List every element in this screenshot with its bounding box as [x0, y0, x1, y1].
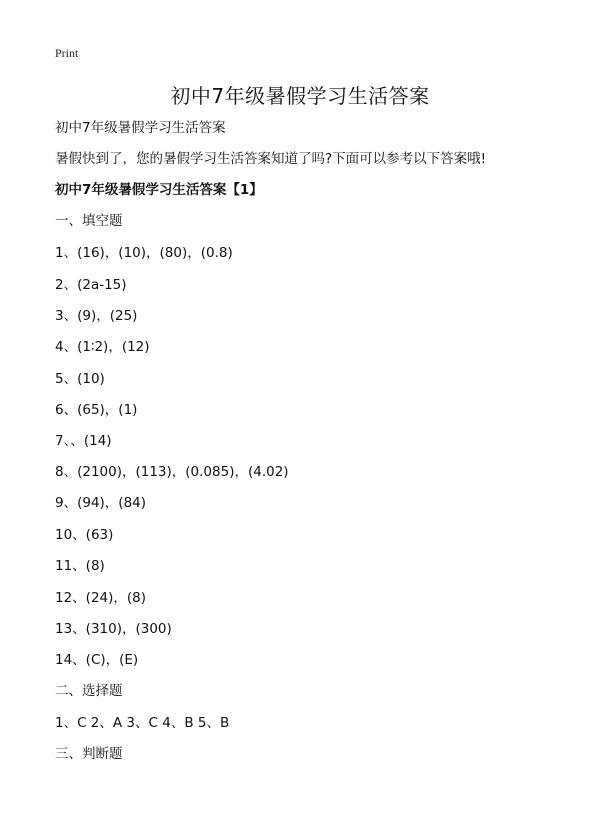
multiple-choice-heading: 二、选择题 — [55, 683, 123, 699]
answer-line: 5、(10) — [55, 371, 105, 387]
answer-line: 7、、(14) — [55, 433, 112, 449]
subtitle: 初中7年级暑假学习生活答案 — [55, 120, 226, 136]
answer-line: 1、C 2、A 3、C 4、B 5、B — [55, 715, 230, 731]
section-heading: 初中7年级暑假学习生活答案【1】 — [55, 182, 263, 198]
answer-line: 2、(2a-15) — [55, 277, 127, 293]
answer-line: 12、(24)，(8) — [55, 590, 147, 606]
answer-line: 3、(9)，(25) — [55, 308, 138, 324]
answer-line: 6、(65)，(1) — [55, 402, 138, 418]
print-link[interactable]: Print — [55, 46, 79, 60]
answer-line: 14、(C)，(E) — [55, 652, 139, 668]
answer-line: 13、(310)，(300) — [55, 621, 172, 637]
page-title: 初中7年级暑假学习生活答案 — [170, 84, 430, 108]
fill-blank-heading: 一、填空题 — [55, 213, 123, 229]
answer-line: 1、(16)，(10)，(80)，(0.8) — [55, 245, 233, 261]
true-false-heading: 三、判断题 — [55, 746, 123, 762]
answer-line: 4、(1∶2)，(12) — [55, 339, 150, 355]
intro-text: 暑假快到了，您的暑假学习生活答案知道了吗?下面可以参考以下答案哦! — [55, 151, 487, 167]
answer-line: 11、(8) — [55, 558, 105, 574]
answer-line: 8、(2100)，(113)，(0.085)，(4.02) — [55, 464, 289, 480]
answer-line: 9、(94)，(84) — [55, 495, 147, 511]
answer-line: 10、(63) — [55, 527, 114, 543]
